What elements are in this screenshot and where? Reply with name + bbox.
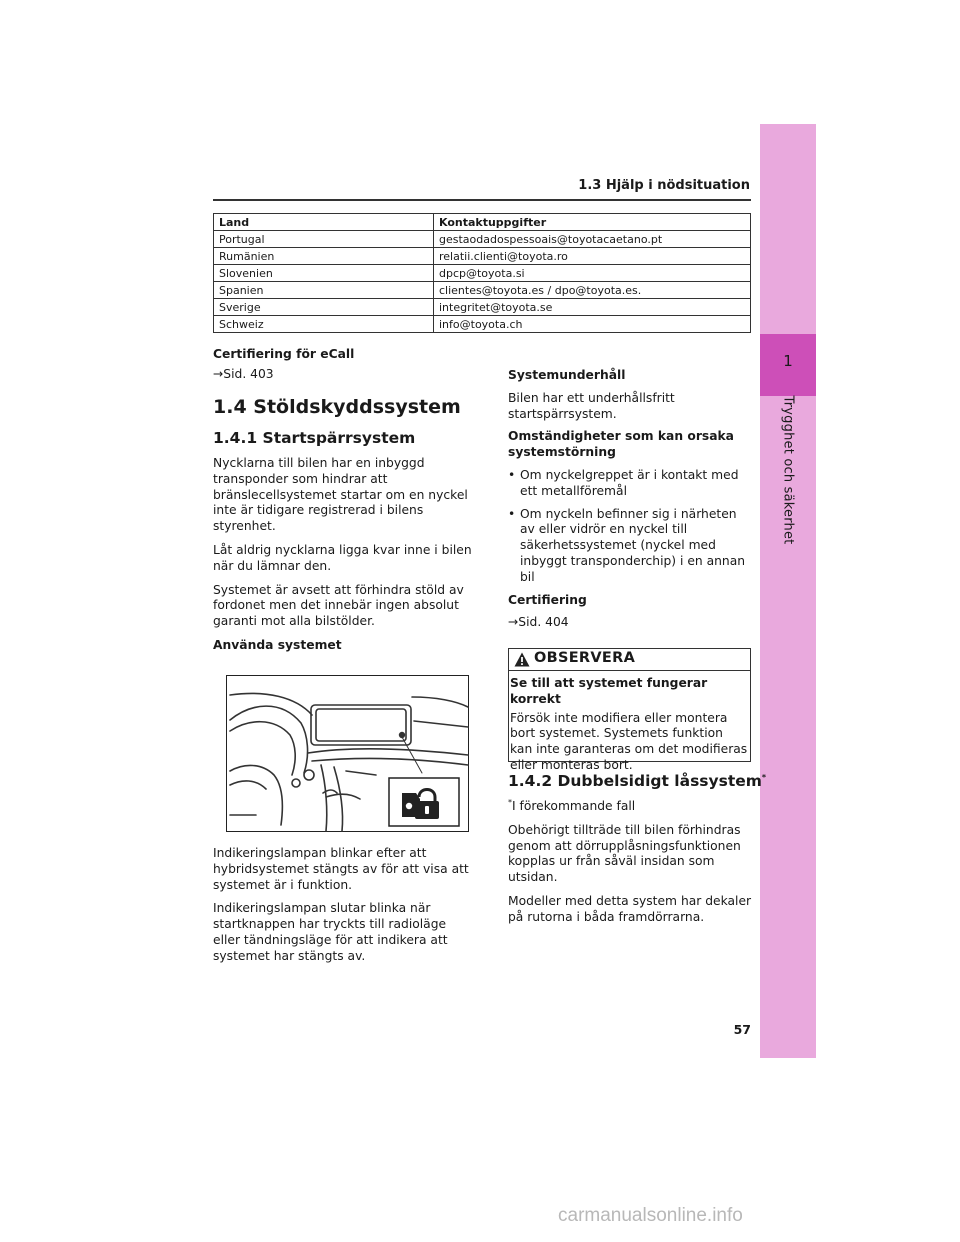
observera-text: Försök inte modifiera eller montera bort systemet. Systemets funktion kan inte garanteras om det modifieras eller monteras bort. bbox=[510, 710, 748, 772]
footnote-marker: * bbox=[761, 772, 767, 782]
use-system-heading: Använda systemet bbox=[213, 637, 342, 652]
table-cell-country: Schweiz bbox=[214, 316, 434, 333]
table-cell-contact: clientes@toyota.es / dpo@toyota.es. bbox=[434, 282, 751, 299]
column-header-contact: Kontaktuppgifter bbox=[434, 214, 751, 231]
paragraph: Indikeringslampan blinkar efter att hybridsystemet stängts av för att visa att systemet är i funktion. bbox=[213, 846, 469, 892]
table-cell-contact: dpcp@toyota.si bbox=[434, 265, 751, 282]
page-number: 57 bbox=[733, 1022, 751, 1037]
paragraph: Modeller med detta system har dekaler på rutorna i båda framdörrarna. bbox=[508, 893, 752, 924]
section-heading-text: 1.4.2 Dubbelsidigt låssystem bbox=[508, 772, 762, 790]
table-cell-country: Slovenien bbox=[214, 265, 434, 282]
table-cell-contact: integritet@toyota.se bbox=[434, 299, 751, 316]
header-rule bbox=[213, 199, 751, 201]
table-cell-country: Portugal bbox=[214, 231, 434, 248]
table-cell-country: Sverige bbox=[214, 299, 434, 316]
table-header-row bbox=[214, 214, 751, 231]
right-column-text-continued bbox=[508, 799, 753, 934]
observera-subheading: Se till att systemet fungerar korrekt bbox=[510, 676, 708, 706]
footnote bbox=[508, 799, 753, 815]
table-row bbox=[214, 231, 751, 248]
footnote-text: I förekommande fall bbox=[512, 799, 636, 813]
left-column-text-continued bbox=[213, 846, 475, 973]
list-item bbox=[508, 468, 753, 500]
certification-page-ref[interactable]: →Sid. 404 bbox=[508, 615, 569, 630]
contacts-table bbox=[213, 213, 751, 333]
table-cell-contact: info@toyota.ch bbox=[434, 316, 751, 333]
warning-icon bbox=[514, 652, 530, 667]
table-row bbox=[214, 299, 751, 316]
paragraph: Nycklarna till bilen har en inbyggd transponder som hindrar att bränslecellsystemet startar om en nyckel inte är tidigare registrerad i bilens styrenhet. bbox=[213, 456, 468, 534]
dashboard-illustration bbox=[226, 675, 469, 832]
section-heading-1-4: 1.4 Stöldskyddssystem bbox=[213, 396, 461, 418]
paragraph: Låt aldrig nycklarna ligga kvar inne i bilen när du lämnar den. bbox=[213, 542, 472, 573]
table-cell-contact: relatii.clienti@toyota.ro bbox=[434, 248, 751, 265]
malfunction-heading: Omständigheter som kan orsaka systemstörning bbox=[508, 429, 734, 460]
section-heading-1-4-2 bbox=[508, 772, 766, 790]
table-row bbox=[214, 248, 751, 265]
section-heading-1-4-1: 1.4.1 Startspärrsystem bbox=[213, 429, 416, 447]
bullet-icon: • bbox=[508, 467, 516, 482]
paragraph: Obehörigt tillträde till bilen förhindras genom att dörrupplåsningsfunktionen kopplas ur från såväl insidan som utsidan. bbox=[508, 822, 741, 885]
ecall-heading: Certifiering för eCall bbox=[213, 347, 355, 361]
bullet-icon: • bbox=[508, 506, 516, 521]
table-cell-contact: gestaodadospessoais@toyotacaetano.pt bbox=[434, 231, 751, 248]
table-cell-country: Spanien bbox=[214, 282, 434, 299]
table-row bbox=[214, 265, 751, 282]
maintenance-heading: Systemunderhåll bbox=[508, 368, 626, 382]
observera-body bbox=[510, 676, 748, 774]
right-column-text bbox=[508, 368, 753, 638]
paragraph: Systemet är avsett att förhindra stöld av fordonet men det innebär ingen absolut garanti mot alla bilstölder. bbox=[213, 582, 464, 629]
list-item-text: Om nyckeln befinner sig i närheten av eller vidrör en nyckel till säkerhetssystemet (nyckel med inbyggt transponderchip) i en annan bil bbox=[520, 506, 746, 584]
ecall-page-ref[interactable]: →Sid. 403 bbox=[213, 367, 274, 381]
left-column-text bbox=[213, 456, 475, 662]
footnote-marker: * bbox=[508, 797, 512, 807]
observera-title: OBSERVERA bbox=[534, 650, 636, 666]
list-item-text: Om nyckelgreppet är i kontakt med ett metallföremål bbox=[520, 467, 739, 498]
running-header: 1.3 Hjälp i nödsituation bbox=[578, 178, 750, 193]
chapter-side-tab bbox=[760, 124, 816, 1058]
paragraph: Indikeringslampan slutar blinka när startknappen har tryckts till radioläge eller tändningsläge för att indikera att systemet har stängts av. bbox=[213, 901, 448, 963]
watermark: carmanualsonline.info bbox=[558, 1205, 743, 1226]
table-row bbox=[214, 316, 751, 333]
paragraph: Bilen har ett underhållsfritt startspärrsystem. bbox=[508, 390, 675, 421]
table-cell-country: Rumänien bbox=[214, 248, 434, 265]
anti-theft-lock-icon bbox=[402, 790, 439, 820]
certification-heading: Certifiering bbox=[508, 592, 587, 607]
list-item bbox=[508, 507, 753, 586]
column-header-country: Land bbox=[214, 214, 434, 231]
chapter-number: 1 bbox=[783, 352, 793, 370]
chapter-title: Trygghet och säkerhet bbox=[780, 395, 796, 545]
table-row bbox=[214, 282, 751, 299]
